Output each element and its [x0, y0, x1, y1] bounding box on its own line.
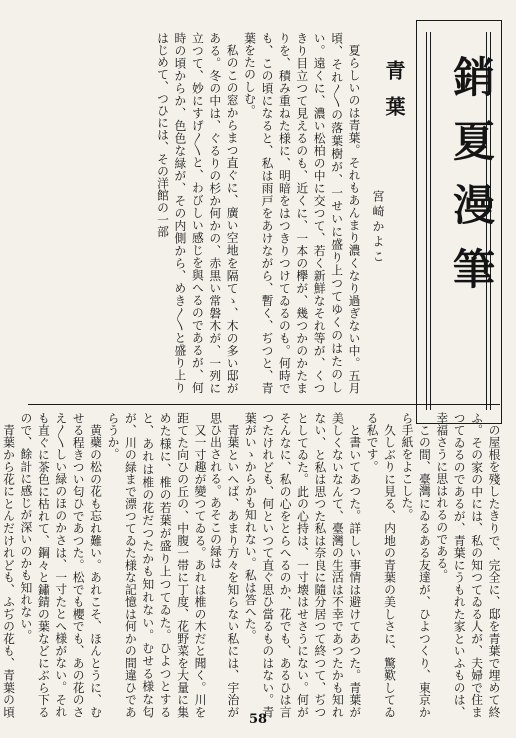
body-paragraph: 夏らしいのは青葉。それもあんまり濃くなり過ぎない中。五月頃、それ〳〵の落葉樹が、一せいに盛り上つてゆくのはたのしい。遠くに、濃い松柏の中に交つて、若く新鮮なそれ等が、くつきり目立つて見えるのも、近くに、一本の欅が、幾つかのかたまりを、積み重ねた様に、明暗をはつきりつけてゐるのも。何時でも、この頃になると、私は雨戸をあけながら、暫く、ぢつと、青葉をたのしむ。	[242, 32, 361, 394]
article-author: 宮崎かよこ	[371, 190, 385, 265]
series-title: 銷夏漫筆	[447, 55, 496, 311]
body-paragraph: と書いてあつた。詳しい事情は避けてあつた。青葉が美しくないなんて、臺灣の生活は不幸であつたかも知れない、と私は思つた私は奈良に隨分居つて終つて、ぢつとしてゐた。此の心持は、一寸壊はせさうにない。何がそんなに、私の心をとらへるのか、花でも、あるひは言つたけれども、何といつて直ぐ思ひ當るものはない。青葉がいゝからかも知れない。私は答へた。	[243, 412, 362, 718]
body-paragraph: の屋根を殘したきりで、完全に、邸を青葉で埋めて終ふ。その家の中には、私の知つてゐる人が、夫婦で住まつてゐるのであるが、青葉にうもれた家といふものは、幸福さうに思はれるのである。	[434, 412, 501, 718]
body-paragraph: 青葉といへば、あまり方々を知らない私には、宇治が思ひ出される。あそこの緑は	[208, 412, 240, 718]
body-paragraph: 青葉から花にとんだけれども、ふぢの花も、青葉の頃	[1, 423, 16, 718]
body-paragraph: この間、臺灣にゐるある友達が、ひよつくり、東京から手紙をよこした。	[399, 412, 432, 718]
article-column-top	[44, 32, 362, 394]
article-column-bottom-right	[208, 412, 502, 718]
body-paragraph: 私のこの窓からまつ直ぐに、廣い空地を隔てゝ、木の多い邸がある。冬の中は、ぐるりの杉か何かの、赤黒い常磐木が、一列に立つて、妙にすげ〳〵と、わびしい感じを與へるのであるが、何時の頃からか、色色な緑が、その内側から、めき〳〵と盛り上りはじめて、つひには、その洋館の一部	[155, 32, 240, 394]
article-title: 青葉	[382, 60, 406, 132]
article-column-bottom-left	[1, 412, 208, 718]
body-paragraph: 黄蘗の松の花も忘れ難い。あれこそ、ほんとうに、むせる程きつい匂ひであつた。松でも櫻でも、あの花のさえ〳〵しい緑のほのかさは、一寸たとへ様がない。それも直ぐに茶色に枯れて、鋼々と鏽錆の葉などにぶら下るので、餘計に感じが深いのかも知れない。	[18, 412, 103, 718]
page-number: 58	[248, 712, 268, 727]
tier-divider	[28, 404, 500, 405]
title-box-ornament-left	[426, 32, 431, 410]
body-paragraph: 久しぶりに見る、内地の青葉の美しさに、驚歎してゐる私です。	[365, 412, 397, 718]
body-paragraph: 又一寸趣が變つてゐる。あれは椎の木だと聞く。川を距てた向ひの丘の、中腹一帯に丁度、花野菜を大量に集めた様に、椎の若葉が盛り上つてゐた。ひよつとすると、あれは椎の花だつたかも知れない。むせる様な匂が、川の緑まで漂つてゐた様な記憶は何かの間違ひであらうか。	[105, 412, 207, 718]
